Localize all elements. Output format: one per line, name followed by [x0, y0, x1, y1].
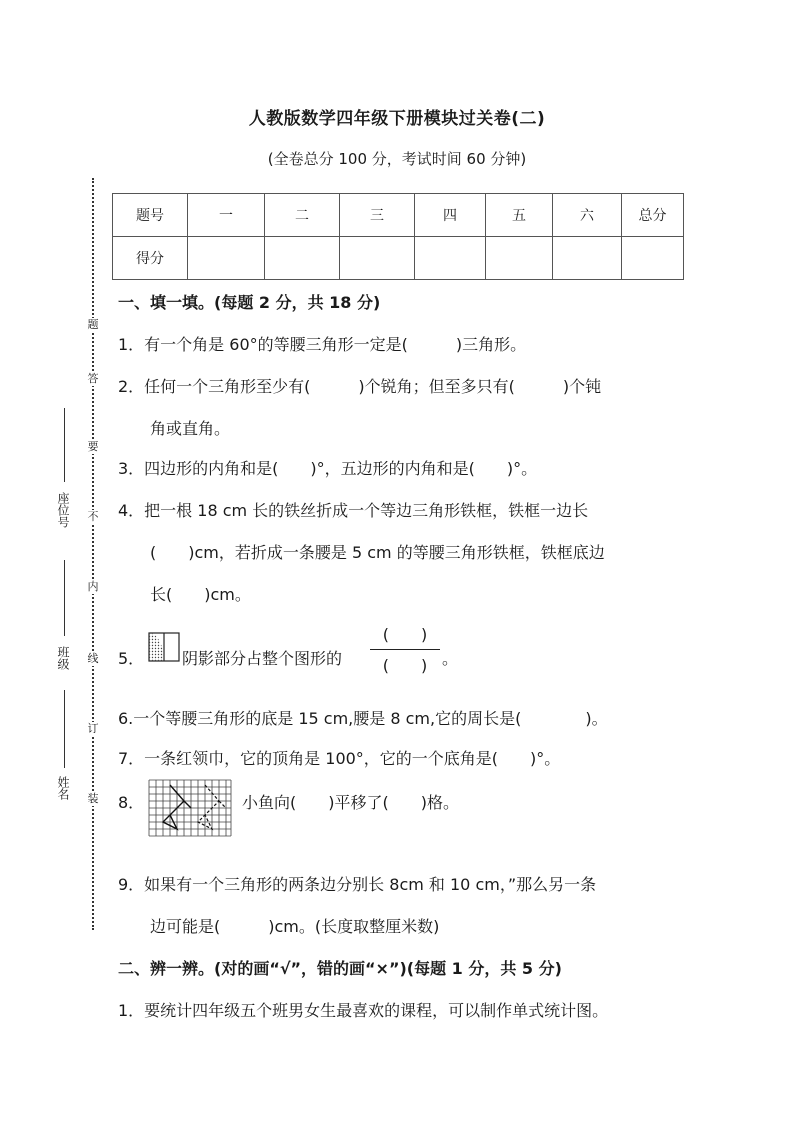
table-cell: 得分 [113, 237, 188, 280]
question-1-5-end: 。 [442, 649, 459, 668]
fraction-answer [370, 622, 440, 676]
question-1-4-cont2: 长( )cm。 [150, 585, 251, 604]
question-1-2: 2．任何一个三角形至少有( )个锐角；但至多只有( )个钝 [118, 377, 602, 396]
question-1-6: 6.一个等腰三角形的底是 15 cm,腰是 8 cm,它的周长是( )。 [118, 709, 608, 728]
fraction-numerator[interactable]: ( ) [382, 625, 428, 644]
table-cell: 六 [553, 194, 622, 237]
class-label: 班级 [56, 646, 70, 670]
question-1-8-number: 8． [118, 793, 145, 812]
margin-char: 答 [87, 372, 99, 385]
question-1-3: 3．四边形的内角和是( )°，五边形的内角和是( )°。 [118, 459, 538, 478]
page-title: 人教版数学四年级下册模块过关卷(二) [248, 109, 546, 129]
table-cell: 三 [340, 194, 415, 237]
score-cell[interactable] [622, 237, 684, 280]
fraction-bar [370, 649, 440, 650]
table-cell: 五 [486, 194, 553, 237]
binding-dotted-line [92, 178, 94, 930]
question-1-5-number: 5． [118, 649, 145, 668]
seat-number-line [64, 408, 65, 482]
table-cell: 二 [265, 194, 340, 237]
seat-number-label: 座位号 [56, 492, 70, 528]
margin-char: 题 [87, 318, 99, 331]
score-cell[interactable] [188, 237, 265, 280]
score-table [112, 193, 684, 280]
section-2-heading: 二、辨一辨。(对的画“√”，错的画“×”)(每题 1 分，共 5 分) [118, 959, 562, 978]
margin-char: 装 [87, 792, 99, 805]
fish-grid-figure [148, 779, 232, 837]
margin-char: 不 [87, 510, 99, 523]
question-1-4-cont: ( )cm，若折成一条腰是 5 cm 的等腰三角形铁框，铁框底边 [150, 543, 605, 562]
table-cell: 四 [415, 194, 486, 237]
table-cell: 总分 [622, 194, 684, 237]
question-1-9: 9．如果有一个三角形的两条边分别长 8cm 和 10 cm，”那么另一条 [118, 875, 597, 894]
question-1-2-cont: 角或直角。 [150, 419, 231, 438]
question-1-8-text: 小鱼向( )平移了( )格。 [242, 793, 459, 812]
question-2-1: 1．要统计四年级五个班男女生最喜欢的课程，可以制作单式统计图。 [118, 1001, 609, 1020]
name-line [64, 690, 65, 768]
fraction-denominator[interactable]: ( ) [382, 656, 428, 675]
exam-info: (全卷总分 100 分，考试时间 60 分钟) [267, 150, 527, 168]
question-1-1: 1．有一个角是 60°的等腰三角形一定是( )三角形。 [118, 335, 527, 354]
margin-char: 要 [87, 440, 99, 453]
score-cell[interactable] [265, 237, 340, 280]
score-table-score-row [113, 237, 684, 280]
class-line [64, 560, 65, 636]
name-label: 姓名 [56, 776, 70, 800]
question-1-4: 4．把一根 18 cm 长的铁丝折成一个等边三角形铁框，铁框一边长 [118, 501, 589, 520]
score-table-header-row [113, 194, 684, 237]
margin-char: 订 [87, 722, 99, 735]
section-1-heading: 一、填一填。(每题 2 分，共 18 分) [118, 293, 381, 312]
score-cell[interactable] [340, 237, 415, 280]
question-1-5-text: 阴影部分占整个图形的 [182, 649, 343, 668]
shaded-rectangle-figure [148, 632, 180, 662]
table-cell: 一 [188, 194, 265, 237]
table-cell: 题号 [113, 194, 188, 237]
score-cell[interactable] [553, 237, 622, 280]
score-cell[interactable] [415, 237, 486, 280]
score-cell[interactable] [486, 237, 553, 280]
question-1-7: 7．一条红领巾，它的顶角是 100°，它的一个底角是( )°。 [118, 749, 561, 768]
margin-char: 线 [87, 652, 99, 665]
question-1-9-cont: 边可能是( )cm。(长度取整厘米数) [150, 917, 440, 936]
margin-char: 内 [87, 580, 99, 593]
